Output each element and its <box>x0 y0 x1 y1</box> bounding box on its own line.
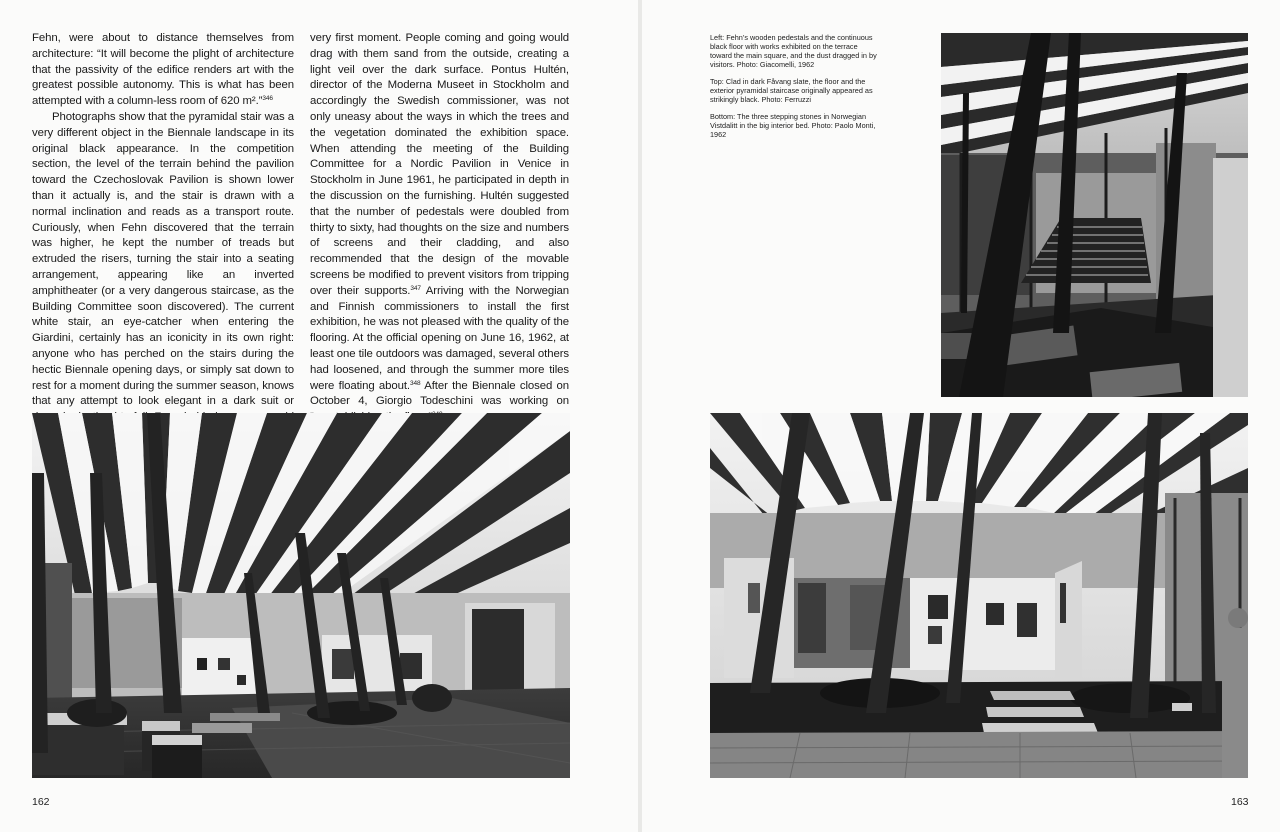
photo-stepping-stones <box>710 413 1248 778</box>
paragraph: Photographs show that the pyramidal stair was a very different object in the Biennale landscape in its original black appearance. In the competition section, the level of the terrain behind the pavilion toward the Czechoslovak Pavilion is shown lower than it actually is, and the stair is drawn with a normal inclination and reads as a transport route. Curiously, when Fehn discovered that the terrain was higher, he kept the number of treads but extruded the risers, turning the stair into a seating arrangement, appearing like an inverted amphitheater (or a very dangerous staircase, as the Building Committee soon discovered). The current white stair, an eye-catcher when entering the Giardini, certainly has an iconicity in its own right: anyone who has perched on the stairs during the hectic Biennale opening days, or simply sat down to rest for a moment during the summer season, knows that any attempt to look elegant in a dark suit or <box>32 110 294 473</box>
caption-block <box>710 33 880 147</box>
page-number-right: 163 <box>1231 796 1249 808</box>
caption-top: Top: Clad in dark Fåvang slate, the floor and the exterior pyramidal staircase originally appeared as strikingly black. Photo: Ferruzzi <box>710 77 873 104</box>
footnote-ref: 346 <box>262 95 273 103</box>
paragraph: very first moment. People coming and going would drag with them sand from the outside, creating a light veil over the dark surface. Pontus Hultén, director of the Moderna Museet in Stockholm and accordingly the Swedish commissioner, was not only uneasy about the ways in which the trees and the vegetation dominated the exhibition space. When attending the meeting of the Building Committee for a Nordic Pavilion in Venice in Stockholm in June 1961, he participated in depth in the discussion on the furnishing. Hultén suggested that the number of pedestals were doubled from thirty to sixty, had thoughts on the size and numbers of screens and their cladding, and also recommended that the design of the movable screens be modified to prevent visitors from tripping over their supports.$^{347}$ Arriving with the Norwegian and Finnish commissioners to install the first exhibition, he was not pleased with the quality of the flooring. At the official opening on June 16, 1962, at least one tile outdoors was damaged, several others had loosened, and through the summer more tiles were floating about.$^{348}$ After the Biennale closed on October 4, Giorgio Todeschini was working on <box>310 31 569 426</box>
paragraph: Fehn, were about to distance themselves from architecture: “It will become the plight of architecture that the passivity of the edifice renders art with the greatest possible autonomy. This is what has been attempted with a column-less room of 620 m².”$^{346}$ <box>32 32 294 108</box>
page-number-left: 162 <box>32 796 50 808</box>
footnote-ref: 347 <box>410 284 421 292</box>
caption-bottom: Bottom: The three stepping stones in Norwegian Vistdalitt in the big interior bed. Photo: Paolo Monti, 1962 <box>710 112 876 139</box>
caption-left: Left: Fehn’s wooden pedestals and the continuous black floor with works exhibited on the terrace toward the main square, and the dust dragged in by visitors. Photo: Giacomelli, 1962 <box>710 33 877 69</box>
footnote-ref: 348 <box>409 379 421 387</box>
photo-interior-pedestals <box>32 413 570 778</box>
photo-staircase-exterior <box>941 33 1248 397</box>
